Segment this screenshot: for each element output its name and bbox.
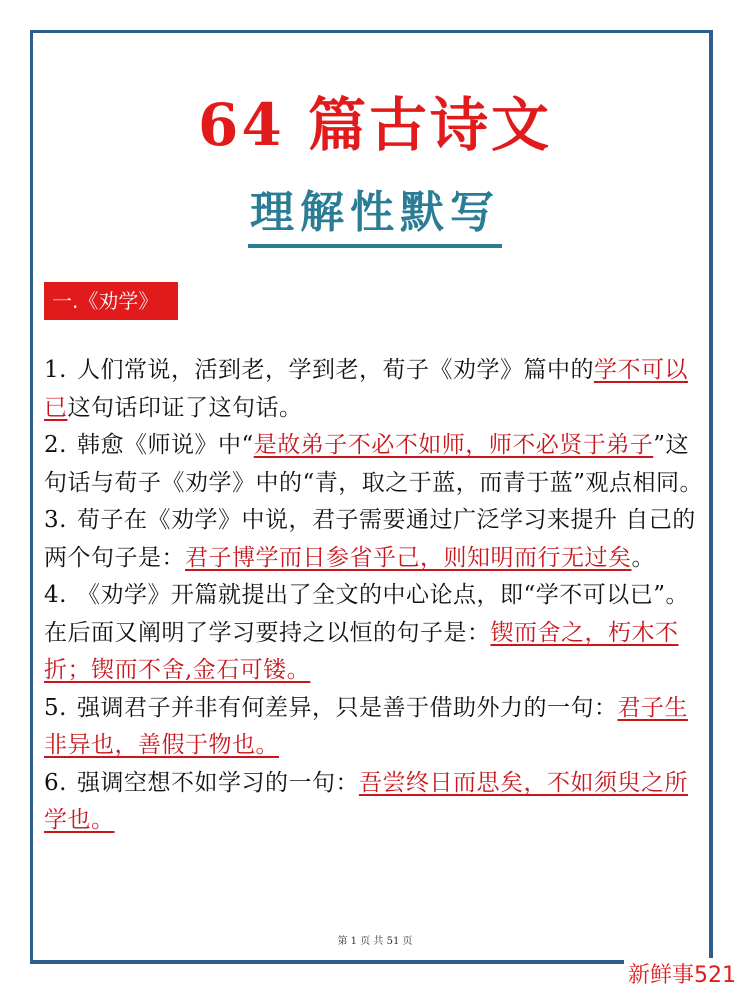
question-text-tail: ”这句话与荀子《劝学》中的“青，取之于蓝，而青于蓝”观点相同。 [44, 432, 704, 496]
page-title: 64 篇古诗文 [198, 91, 552, 159]
page-subtitle: 理解性默写 [248, 176, 502, 248]
question-number: 5. [44, 694, 67, 721]
question-item-4 [44, 577, 708, 690]
question-number: 3. [44, 507, 67, 533]
answer-text: 学不可以已 [44, 357, 688, 421]
answer-text: 君子生非异也，善假于物也。 [44, 694, 688, 758]
watermark: 新鲜事521 [624, 958, 740, 989]
answer-text: 吾尝终日而思矣，不如须臾之所学也。 [44, 769, 688, 833]
answer-text: 是故弟子不必不如师，师不必贤于弟子 [253, 432, 654, 458]
question-text-tail: 这句话印证了这句话。 [67, 394, 303, 421]
question-item-2 [44, 427, 708, 502]
question-item-5 [44, 690, 708, 765]
question-number: 6. [44, 769, 67, 796]
question-item-3 [44, 502, 708, 577]
answer-text: 锲而舍之，朽木不折；锲而不舍,金石可镂。 [44, 619, 679, 683]
question-text: 韩愈《师说》中“ [76, 432, 254, 458]
question-text: 人们常说，活到老，学到老，荀子《劝学》篇中的 [76, 357, 594, 383]
question-text: 强调空想不如学习的一句： [76, 769, 359, 796]
question-text: 荀子在《劝学》中说，君子需要通过广泛学习来提升 自己的两个句子是： [44, 507, 696, 571]
question-item-6 [44, 765, 708, 840]
question-list [44, 352, 708, 840]
subtitle-wrapper [0, 176, 750, 248]
question-text: 《劝学》开篇就提出了全文的中心论点，即“学不可以已”。在后面又阐明了学习要持之以恒的句子是： [44, 582, 689, 646]
page-footer: 第 1 页 共 51 页 [337, 936, 413, 947]
question-number: 1. [44, 357, 67, 383]
answer-text: 君子博学而日参省乎己，则知明而行无过矣 [185, 544, 632, 571]
question-number: 4. [44, 582, 67, 608]
question-text: 强调君子并非有何差异，只是善于借助外力的一句： [76, 694, 618, 721]
question-number: 2. [44, 432, 67, 458]
section-tag: 一.《劝学》 [44, 282, 178, 320]
question-text-tail: 。 [631, 544, 655, 571]
question-item-1 [44, 352, 708, 427]
